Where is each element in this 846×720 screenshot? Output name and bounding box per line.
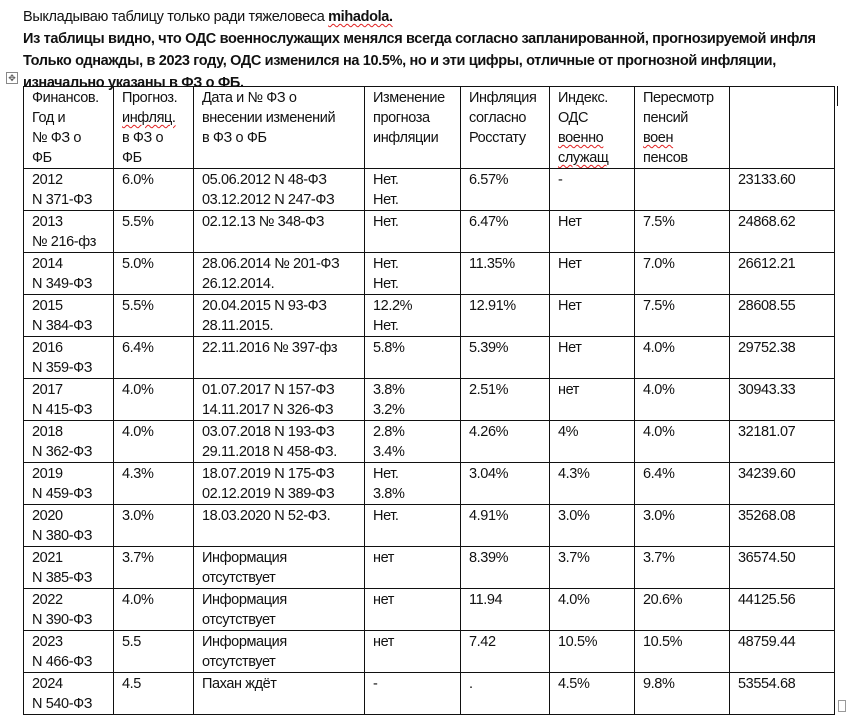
table-cell: 12.2% Нет. [365, 295, 461, 337]
table-cell: 4.91% [461, 505, 550, 547]
table-cell: 44125.56 [730, 589, 835, 631]
table-cell: 4.3% [114, 463, 194, 505]
table-cell: 6.57% [461, 169, 550, 211]
table-cell: 4.26% [461, 421, 550, 463]
table-cell: 4.5 [114, 673, 194, 715]
table-cell: 03.07.2018 N 193-ФЗ 29.11.2018 N 458-ФЗ. [194, 421, 365, 463]
table-cell: нет [365, 589, 461, 631]
table-cell: 5.39% [461, 337, 550, 379]
table-row [24, 505, 835, 547]
column-header [550, 87, 635, 169]
table-cell: 53554.68 [730, 673, 835, 715]
table-cell: 6.4% [635, 463, 730, 505]
table-cell: 3.7% [550, 547, 635, 589]
table-cell [635, 169, 730, 211]
table-cell: 18.07.2019 N 175-ФЗ 02.12.2019 N 389-ФЗ [194, 463, 365, 505]
intro-text [23, 6, 816, 94]
table-cell: нет [365, 631, 461, 673]
header-line: пенсов [643, 150, 688, 166]
table-cell: Нет [550, 211, 635, 253]
table-cell: Нет. Нет. [365, 169, 461, 211]
table-cell: 2017 N 415-ФЗ [24, 379, 114, 421]
table-cell: 4.0% [114, 379, 194, 421]
table-row [24, 547, 835, 589]
table-cell: нет [365, 547, 461, 589]
table-cell: - [365, 673, 461, 715]
table-cell: . [461, 673, 550, 715]
table-cell: 10.5% [550, 631, 635, 673]
table-cell: 23133.60 [730, 169, 835, 211]
table-cell: 3.0% [635, 505, 730, 547]
table-cell: 20.6% [635, 589, 730, 631]
table-cell: 48759.44 [730, 631, 835, 673]
header-line: ОДС [558, 110, 589, 126]
table-row [24, 211, 835, 253]
table-cell: 11.35% [461, 253, 550, 295]
table-cell: 02.12.13 № 348-ФЗ [194, 211, 365, 253]
table-cell: 6.4% [114, 337, 194, 379]
header-line: военно [558, 130, 604, 146]
table-row [24, 337, 835, 379]
table-cell: 8.39% [461, 547, 550, 589]
table-cell: Нет [550, 295, 635, 337]
table-cell: 3.0% [114, 505, 194, 547]
table-cell: 2022 N 390-ФЗ [24, 589, 114, 631]
table-cell: 29752.38 [730, 337, 835, 379]
table-cell: 36574.50 [730, 547, 835, 589]
table-cell: Нет. [365, 505, 461, 547]
column-header: Инфляция согласно Росстату [461, 87, 550, 169]
table-cell: 01.07.2017 N 157-ФЗ 14.11.2017 N 326-ФЗ [194, 379, 365, 421]
table-cell: 5.5 [114, 631, 194, 673]
table-cell: 5.8% [365, 337, 461, 379]
table-cell: 10.5% [635, 631, 730, 673]
header-line: пенсий [643, 110, 688, 126]
table-cell: Нет. [365, 211, 461, 253]
intro-line-3: Только однажды, в 2023 году, ОДС изменился на 10.5%, но и эти цифры, отличные от прогнозной инфляции, [23, 53, 776, 69]
table-cell: 4.0% [635, 379, 730, 421]
column-header: Финансов. Год и № ФЗ о ФБ [24, 87, 114, 169]
table-cell: 3.04% [461, 463, 550, 505]
table-cell: 4.0% [114, 589, 194, 631]
table-cell: 4.5% [550, 673, 635, 715]
username-mention: mihadola. [328, 9, 393, 25]
table-row [24, 295, 835, 337]
odс-table [23, 86, 835, 715]
table-cell: 12.91% [461, 295, 550, 337]
table-row [24, 421, 835, 463]
table-cell: 2016 N 359-ФЗ [24, 337, 114, 379]
column-header [635, 87, 730, 169]
header-line: инфляц. [122, 110, 176, 126]
header-line: воен [643, 130, 674, 146]
table-cell: 2012 N 371-ФЗ [24, 169, 114, 211]
table-cell: Информация отсутствует [194, 547, 365, 589]
table-cell: 9.8% [635, 673, 730, 715]
column-header [730, 87, 835, 169]
column-header [114, 87, 194, 169]
table-cell: Нет [550, 337, 635, 379]
header-line: Индекс. [558, 90, 608, 106]
table-cell: 2015 N 384-ФЗ [24, 295, 114, 337]
table-cell: нет [550, 379, 635, 421]
table-cell: 2019 N 459-ФЗ [24, 463, 114, 505]
table-cell: 7.42 [461, 631, 550, 673]
table-cell: 26612.21 [730, 253, 835, 295]
column-header: Дата и № ФЗ о внесении изменений в ФЗ о ФБ [194, 87, 365, 169]
table-cell: 18.03.2020 N 52-ФЗ. [194, 505, 365, 547]
table-cell: 6.47% [461, 211, 550, 253]
table-cell: 5.5% [114, 211, 194, 253]
table-cell: 20.04.2015 N 93-ФЗ 28.11.2015. [194, 295, 365, 337]
table-cell: 2.8% 3.4% [365, 421, 461, 463]
table-cell: 5.5% [114, 295, 194, 337]
table-resize-handle[interactable] [838, 700, 846, 712]
table-cell: 4.3% [550, 463, 635, 505]
header-line: Прогноз. [122, 90, 178, 106]
table-cell: 2021 N 385-ФЗ [24, 547, 114, 589]
table-cell: 4.0% [114, 421, 194, 463]
intro-line-2: Из таблицы видно, что ОДС военнослужащих менялся всегда согласно запланированной, прогнозируемой инфля [23, 31, 816, 47]
table-cell: 4.0% [550, 589, 635, 631]
table-cell: 32181.07 [730, 421, 835, 463]
table-cell: 4.0% [635, 337, 730, 379]
table-cell: 7.0% [635, 253, 730, 295]
table-cell: Нет. Нет. [365, 253, 461, 295]
header-line: ФБ [122, 150, 142, 166]
table-cell: 2020 N 380-ФЗ [24, 505, 114, 547]
table-cell: 28.06.2014 № 201-ФЗ 26.12.2014. [194, 253, 365, 295]
intro-line-1: Выкладываю таблицу только ради тяжеловеса mihadola. [23, 9, 393, 25]
table-cell: 2013 № 216-фз [24, 211, 114, 253]
intro-line-4: изначально указаны в ФЗ о ФБ. [23, 75, 244, 91]
column-header: Изменение прогноза инфляции [365, 87, 461, 169]
table-cell: Информация отсутствует [194, 589, 365, 631]
table-edge-marker [837, 86, 838, 106]
table-cell: 24868.62 [730, 211, 835, 253]
table-cell: 28608.55 [730, 295, 835, 337]
table-cell: 05.06.2012 N 48-ФЗ 03.12.2012 N 247-ФЗ [194, 169, 365, 211]
table-cell: 2.51% [461, 379, 550, 421]
table-row [24, 169, 835, 211]
table-row [24, 673, 835, 715]
header-line: в ФЗ о [122, 130, 164, 146]
table-cell: 2023 N 466-ФЗ [24, 631, 114, 673]
table-move-handle-icon[interactable]: ✥ [6, 72, 18, 84]
table-cell: 22.11.2016 № 397-фз [194, 337, 365, 379]
table-cell: - [550, 169, 635, 211]
table-cell: 11.94 [461, 589, 550, 631]
table-cell: 34239.60 [730, 463, 835, 505]
table-cell: 2024 N 540-ФЗ [24, 673, 114, 715]
table-cell: 30943.33 [730, 379, 835, 421]
table-cell: Информация отсутствует [194, 631, 365, 673]
table-row [24, 589, 835, 631]
table-cell: 5.0% [114, 253, 194, 295]
table-cell: 7.5% [635, 295, 730, 337]
table-row [24, 253, 835, 295]
table-cell: 2014 N 349-ФЗ [24, 253, 114, 295]
header-line: Пересмотр [643, 90, 714, 106]
table-row [24, 631, 835, 673]
table-cell: Нет [550, 253, 635, 295]
table-cell: 3.7% [635, 547, 730, 589]
table-cell: Нет. 3.8% [365, 463, 461, 505]
table-cell: 35268.08 [730, 505, 835, 547]
table-header-row [24, 87, 835, 169]
table-row [24, 463, 835, 505]
table-cell: 7.5% [635, 211, 730, 253]
table-row [24, 379, 835, 421]
table-cell: 2018 N 362-ФЗ [24, 421, 114, 463]
table-cell: 3.0% [550, 505, 635, 547]
header-line: служащ [558, 150, 609, 166]
table-cell: 3.8% 3.2% [365, 379, 461, 421]
table-cell: 4.0% [635, 421, 730, 463]
table-cell: 6.0% [114, 169, 194, 211]
table-cell: 3.7% [114, 547, 194, 589]
table-cell: Пахан ждёт [194, 673, 365, 715]
table-cell: 4% [550, 421, 635, 463]
